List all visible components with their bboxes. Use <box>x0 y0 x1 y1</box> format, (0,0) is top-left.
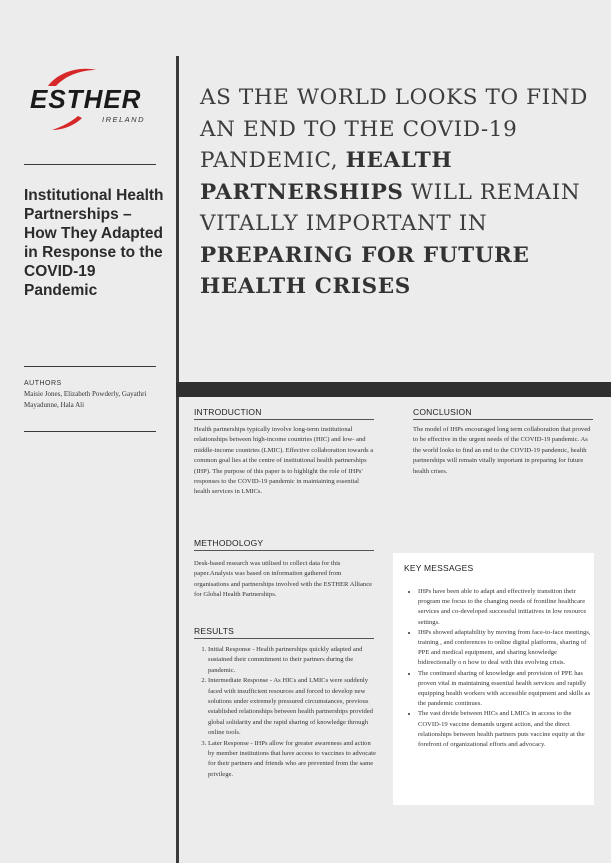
headline <box>200 82 596 303</box>
divider-top <box>24 164 156 165</box>
results-rule <box>194 638 374 639</box>
section-bar <box>176 382 611 397</box>
divider-middle <box>24 366 156 367</box>
results-item: 2. Intermediate Response - As HICs and LMICs were suddenly faced with insufficient resources and forced to develop new solutions under extremely pressured circumstances, previous established relationships between health partnerships provided global solidarity and the rapid sharing of knowledge through online tools. <box>208 676 376 738</box>
methodology-heading: METHODOLOGY <box>194 538 264 548</box>
paper-title: Institutional Health Partnerships – How They Adapted in Response to the COVID-19 Pandemic <box>24 187 164 299</box>
vertical-divider <box>176 56 179 863</box>
authors-heading: AUTHORS <box>24 380 62 387</box>
conclusion-heading: CONCLUSION <box>413 407 472 417</box>
authors-list: Maisie Jones, Elizabeth Powderly, Gayathri Mayadunne, Hala Ali <box>24 390 147 409</box>
headline-part-1: AS THE WORLD LOOKS TO FIND AN END TO THE COVID-19 PANDEMIC, <box>200 85 588 173</box>
divider-bottom <box>24 431 156 432</box>
logo-subtext: IRELAND <box>102 115 146 124</box>
esther-ireland-logo <box>22 64 154 144</box>
results-heading: RESULTS <box>194 626 234 636</box>
conclusion-rule <box>413 419 593 420</box>
introduction-rule <box>194 419 374 420</box>
results-item: 3. Later Response - IHPs allow for greater awareness and action by member institutions that have access to vaccines to advocate for their partners and friends who are prevented from the same privilege. <box>208 739 376 781</box>
methodology-text: Desk-based research was utilised to collect data for this paper.Analysis was based on information gathered from organisations and partnerships involved with the ESTHER Alliance for Global Health Partnerships. <box>194 560 373 599</box>
key-message-item: • IHPs showed adaptability by moving from face-to-face meetings, training , and conferences to online digital platforms, sharing of PPE and medical equipment, and sharing knowledge bidirectionally o n how to deal with this evolving crisis. <box>418 628 596 669</box>
key-message-item: • The vast divide between HICs and LMICs in access to the COVID-19 vaccine demands urgent action, and the direct relationships between health partners puts vaccine equity at the forefront of organizational efforts and advocacy. <box>418 709 596 750</box>
key-message-item: • The continued sharing of knowledge and provision of PPE has proven vital in maintaining essential health services and rapidly equipping health workers with accessible equipment and skills as the pandemic continues. <box>418 669 596 710</box>
headline-bold-2: PREPARING FOR FUTURE HEALTH CRISES <box>200 242 530 299</box>
methodology-rule <box>194 550 374 551</box>
results-list <box>194 645 376 780</box>
key-message-item: • IHPs have been able to adapt and effectively transition their program me focus to the changing needs of frontline healthcare services and co-developed successful initiatives in low resource settings. <box>418 587 596 628</box>
key-messages-box <box>393 553 594 805</box>
results-list-container <box>194 645 376 780</box>
results-item: 1. Initial Response - Health partnerships quickly adapted and sustained their commitment to their partners during the pandemic. <box>208 645 376 676</box>
logo-wordmark: ESTHER <box>30 84 142 114</box>
introduction-text: Health partnerships typically involve long-term institutional relationships between high-income countries (HIC) and low- and middle-income countries (LMIC). Effective collaboration towards a common goal lies at the centre of institutional health partnerships (IHP). The purpose of this paper is to highlight the role of IHPs' responses to the COVID-19 pandemic in maintaining essential health services in LMICs. <box>194 426 374 496</box>
introduction-heading: INTRODUCTION <box>194 407 262 417</box>
headline-bold-1: HEALTH PARTNERSHIPS <box>200 148 453 205</box>
key-messages-list <box>405 587 596 750</box>
conclusion-text: The model of IHPs encouraged long term collaboration that proved to be effective in the urgent needs of the COVID-19 pandemic. As the world looks to find an end to the COVID-19 pandemic, health partnerships will remain vitally important in preparing for future health crises. <box>413 426 591 475</box>
headline-part-2: WILL REMAIN VITALLY IMPORTANT IN <box>200 179 581 236</box>
key-messages-heading: KEY MESSAGES <box>404 563 474 573</box>
